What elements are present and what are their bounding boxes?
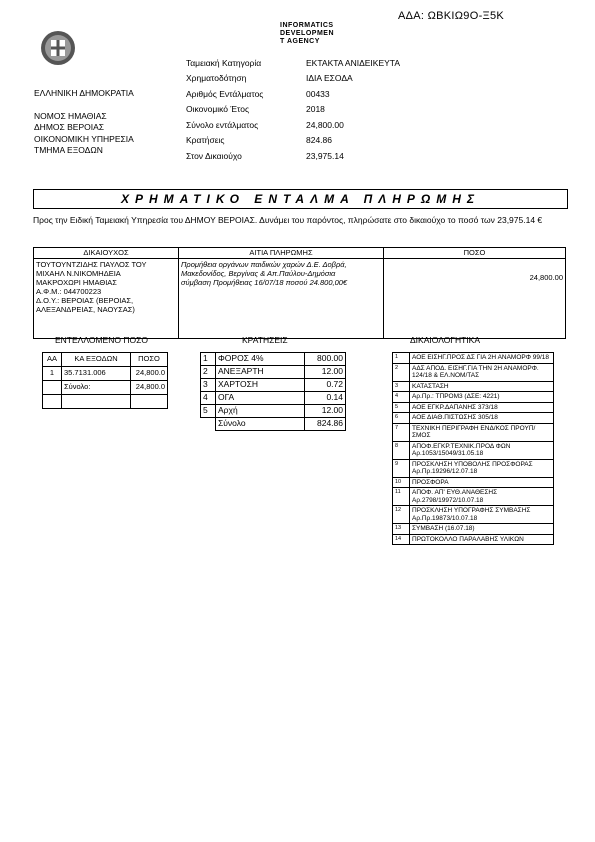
table-row xyxy=(393,459,554,477)
row-number: 13 xyxy=(393,524,410,535)
municipality-label: ΔΗΜΟΣ ΒΕΡΟΙΑΣ xyxy=(34,122,105,132)
row-number: 14 xyxy=(393,534,410,545)
total-value: 824.86 xyxy=(305,418,346,431)
ada-code: ΑΔΑ: ΩΒΚΙΩ9Ο-Ξ5Κ xyxy=(398,10,505,22)
document-item: ΑΔΣ ΑΠΟΔ. ΕΙΣΗΓ.ΓΙΑ ΤΗΝ 2Η ΑΝΑΜΟΡΦ. 124/18 & ΕΛ.ΝΟΜ/ΤΑΣ xyxy=(410,363,554,381)
info-value: 24,800.00 xyxy=(306,119,344,130)
info-key: Οικονομικό Έτος xyxy=(186,104,250,115)
deduction-value: 0.14 xyxy=(305,392,346,405)
table-row xyxy=(393,534,554,545)
table-row xyxy=(43,381,168,395)
info-row xyxy=(186,148,400,164)
row-number: 10 xyxy=(393,477,410,488)
row-number: 6 xyxy=(393,413,410,424)
document-item: ΑΟΕ ΕΙΣΗΓ.ΠΡΟΣ ΔΣ ΓΙΑ 2Η ΑΝΑΜΟΡΦ 99/18 xyxy=(410,353,554,364)
info-value: 00433 xyxy=(306,88,330,99)
total-label: Σύνολο: xyxy=(62,381,131,395)
row-number: 3 xyxy=(201,379,216,392)
empty-cell xyxy=(62,395,131,409)
table-row xyxy=(393,353,554,364)
beneficiary-line: ΑΛΕΞΑΝΔΡΕΙΑΣ, ΝΑΟΥΣΑΣ) xyxy=(36,305,135,314)
document-item: Αρ.Πρ.: ΤΠΡΟΜ3 (ΔΣΕ: 4221) xyxy=(410,392,554,403)
entellomeno-title: ΕΝΤΕΛΛΟΜΕΝΟ ΠΟΣΟ xyxy=(55,335,148,345)
document-item: ΠΡΟΣΚΛΗΣΗ ΥΠΟΒΟΛΗΣ ΠΡΟΣΦΟΡΑΣ Αρ.Πρ.19296/12.07.18 xyxy=(410,459,554,477)
row-number: 3 xyxy=(393,381,410,392)
row-number: 4 xyxy=(201,392,216,405)
info-row xyxy=(186,55,400,71)
table-row xyxy=(393,506,554,524)
deduction-value: 800.00 xyxy=(305,353,346,366)
agency-line: T AGENCY xyxy=(280,38,320,45)
ka-cell: 35.7131.006 xyxy=(62,367,131,381)
info-value: 2018 xyxy=(306,104,325,115)
info-row xyxy=(186,71,400,87)
empty-cell xyxy=(43,395,62,409)
document-title: ΧΡΗΜΑΤΙΚΟ ΕΝΤΑΛΜΑ ΠΛΗΡΩΜΗΣ xyxy=(33,189,568,209)
beneficiary-line: ΜΙΧΑΗΛ Ν.ΝΙΚΟΜΗΔΕΙΑ xyxy=(36,269,121,278)
reason-cell xyxy=(179,259,384,339)
empty-cell xyxy=(201,418,216,431)
info-value: ΙΔΙΑ ΕΣΟΔΑ xyxy=(306,73,353,84)
reason-line: Προμήθεια οργάνων παιδικών χαρών Δ.Ε. Δοβρά, xyxy=(181,260,347,269)
kratiseis-table xyxy=(200,352,346,431)
empty-cell xyxy=(43,381,62,395)
document-item: ΠΡΟΣΚΛΗΣΗ ΥΠΟΓΡΑΦΗΣ ΣΥΜΒΑΣΗΣ Αρ.Πρ.19873/10.07.18 xyxy=(410,506,554,524)
table-row xyxy=(393,477,554,488)
table-row xyxy=(393,402,554,413)
document-item: ΣΥΜΒΑΣΗ (16.07.18) xyxy=(410,524,554,535)
document-item: ΚΑΤΑΣΤΑΣΗ xyxy=(410,381,554,392)
beneficiary-cell xyxy=(34,259,179,339)
dikaiologitika-table xyxy=(392,352,554,545)
info-key: Αριθμός Εντάλματος xyxy=(186,88,264,99)
document-item: ΠΡΩΤΟΚΟΛΛΟ ΠΑΡΑΛΑΒΗΣ ΥΛΙΚΩΝ xyxy=(410,534,554,545)
deduction-value: 12.00 xyxy=(305,405,346,418)
warrant-info xyxy=(186,55,400,164)
agency-logo-text xyxy=(280,22,334,46)
empty-cell xyxy=(131,395,168,409)
kratiseis-title: ΚΡΑΤΗΣΕΙΣ xyxy=(242,335,288,345)
row-number: 2 xyxy=(201,366,216,379)
document-item: ΑΠΟΦ.ΕΓΚΡ.ΤΕΧΝΙΚ.ΠΡΟΔ ΦΩΝ Αρ.1053/15049/31.05.18 xyxy=(410,441,554,459)
beneficiary-line: Δ.Ο.Υ.: ΒΕΡΟΙΑΣ (ΒΕΡΟΙΑΣ, xyxy=(36,296,134,305)
republic-label: ΕΛΛΗΝΙΚΗ ΔΗΜΟΚΡΑΤΙΑ xyxy=(34,88,134,98)
info-row xyxy=(186,117,400,133)
info-row xyxy=(186,133,400,149)
reason-line: Μακεδονίδος, Βεργίνας & Απ.Παύλου-Δημόσια xyxy=(181,269,336,278)
beneficiary-line: ΜΑΚΡΟΧΩΡΙ ΗΜΑΘΙΑΣ xyxy=(36,278,117,287)
col-header-ka: ΚΑ ΕΞΟΔΩΝ xyxy=(62,353,131,367)
info-key: Στον Δικαιούχο xyxy=(186,150,242,161)
info-key: Σύνολο εντάλματος xyxy=(186,119,259,130)
table-row xyxy=(34,259,566,339)
deduction-name: Αρχή xyxy=(216,405,305,418)
deduction-name: ΦΟΡΟΣ 4% xyxy=(216,353,305,366)
row-number: 9 xyxy=(393,459,410,477)
col-header-amount: ΠΟΣΟ xyxy=(384,248,566,259)
greek-coat-of-arms-logo xyxy=(40,30,76,66)
deduction-name: ΑΝΕΞΑΡΤΗ xyxy=(216,366,305,379)
row-number: 7 xyxy=(393,423,410,441)
table-row xyxy=(201,379,346,392)
info-key: Κρατήσεις xyxy=(186,135,225,146)
row-number: 12 xyxy=(393,506,410,524)
beneficiary-line: Α.Φ.Μ.: 044700223 xyxy=(36,287,102,296)
deduction-name: ΧΑΡΤΟΣΗ xyxy=(216,379,305,392)
reason-line: σύμβαση Προμήθειας 16/07/18 ποσού 24.800,00€ xyxy=(181,278,348,287)
row-number: 5 xyxy=(201,405,216,418)
table-row xyxy=(393,488,554,506)
info-value: 824.86 xyxy=(306,135,332,146)
col-header-aa: ΑΑ xyxy=(43,353,62,367)
col-header-reason: ΑΙΤΙΑ ΠΛΗΡΩΜΗΣ xyxy=(179,248,384,259)
info-value: 23,975.14 xyxy=(306,150,344,161)
table-row xyxy=(201,353,346,366)
table-row xyxy=(393,441,554,459)
table-row xyxy=(201,418,346,431)
row-number: 5 xyxy=(393,402,410,413)
deduction-value: 12.00 xyxy=(305,366,346,379)
prefecture-label: ΝΟΜΟΣ ΗΜΑΘΙΑΣ xyxy=(34,111,107,121)
row-number: 4 xyxy=(393,392,410,403)
table-row xyxy=(393,381,554,392)
table-row xyxy=(393,524,554,535)
service-label: ΟΙΚΟΝΟΜΙΚΗ ΥΠΗΡΕΣΙΑ xyxy=(34,134,134,144)
intro-text: Προς την Ειδική Ταμειακή Υπηρεσία του ΔΗΜΟΥ ΒΕΡΟΙΑΣ. Δυνάμει του παρόντος, πληρώσατε στο δικαιούχο το ποσό των 23,975.14 € xyxy=(33,215,543,225)
col-header-beneficiary: ΔΙΚΑΙΟΥΧΟΣ xyxy=(34,248,179,259)
deduction-name: ΟΓΑ xyxy=(216,392,305,405)
table-row xyxy=(201,392,346,405)
info-row xyxy=(186,102,400,118)
info-key: Χρηματοδότηση xyxy=(186,73,247,84)
table-row xyxy=(201,366,346,379)
entellomeno-table xyxy=(42,352,168,409)
document-item: ΠΡΟΣΦΟΡΑ xyxy=(410,477,554,488)
row-number: 1 xyxy=(201,353,216,366)
col-header-poso: ΠΟΣΟ xyxy=(131,353,168,367)
beneficiary-line: ΤΟΥΤΟΥΝΤΖΙΔΗΣ ΠΑΥΛΟΣ ΤΟΥ xyxy=(36,260,147,269)
poso-cell: 24,800.0 xyxy=(131,367,168,381)
agency-line: INFORMATICS xyxy=(280,22,334,29)
row-number: 8 xyxy=(393,441,410,459)
amount-cell: 24,800.00 xyxy=(384,259,566,339)
deduction-value: 0.72 xyxy=(305,379,346,392)
info-value: ΕΚΤΑΚΤΑ ΑΝΙΔΕΙΚΕΥΤΑ xyxy=(306,57,401,68)
row-number: 1 xyxy=(393,353,410,364)
document-item: ΑΠΟΦ. ΑΠ' ΕΥΘ.ΑΝΑΘΕΣΗΣ Αρ.2798/19972/10.07.18 xyxy=(410,488,554,506)
table-row xyxy=(43,367,168,381)
agency-line: DEVELOPMEN xyxy=(280,30,335,37)
document-item: ΑΟΕ ΕΓΚΡ.ΔΑΠΑΝΗΣ 373/18 xyxy=(410,402,554,413)
table-row xyxy=(201,405,346,418)
total-label: Σύνολο xyxy=(216,418,305,431)
payment-table xyxy=(33,247,566,339)
aa-cell: 1 xyxy=(43,367,62,381)
table-row xyxy=(43,395,168,409)
table-row xyxy=(393,392,554,403)
row-number: 11 xyxy=(393,488,410,506)
dikaiologitika-title: ΔΙΚΑΙΟΛΟΓΗΤΙΚΑ xyxy=(410,335,481,345)
row-number: 2 xyxy=(393,363,410,381)
table-row xyxy=(393,363,554,381)
table-row xyxy=(393,413,554,424)
info-key: Ταμειακή Κατηγορία xyxy=(186,57,262,68)
total-value: 24,800.0 xyxy=(131,381,168,395)
document-item: ΤΕΧΝΙΚΗ ΠΕΡΙΓΡΑΦΗ ΕΝΔ/ΚΟΣ ΠΡΟΥΠ/ΣΜΟΣ xyxy=(410,423,554,441)
table-row xyxy=(393,423,554,441)
document-item: ΑΟΕ ΔΙΑΘ.ΠΙΣΤΩΣΗΣ 305/18 xyxy=(410,413,554,424)
info-row xyxy=(186,86,400,102)
department-label: ΤΜΗΜΑ ΕΞΟΔΩΝ xyxy=(34,145,103,155)
table-row xyxy=(43,353,168,367)
